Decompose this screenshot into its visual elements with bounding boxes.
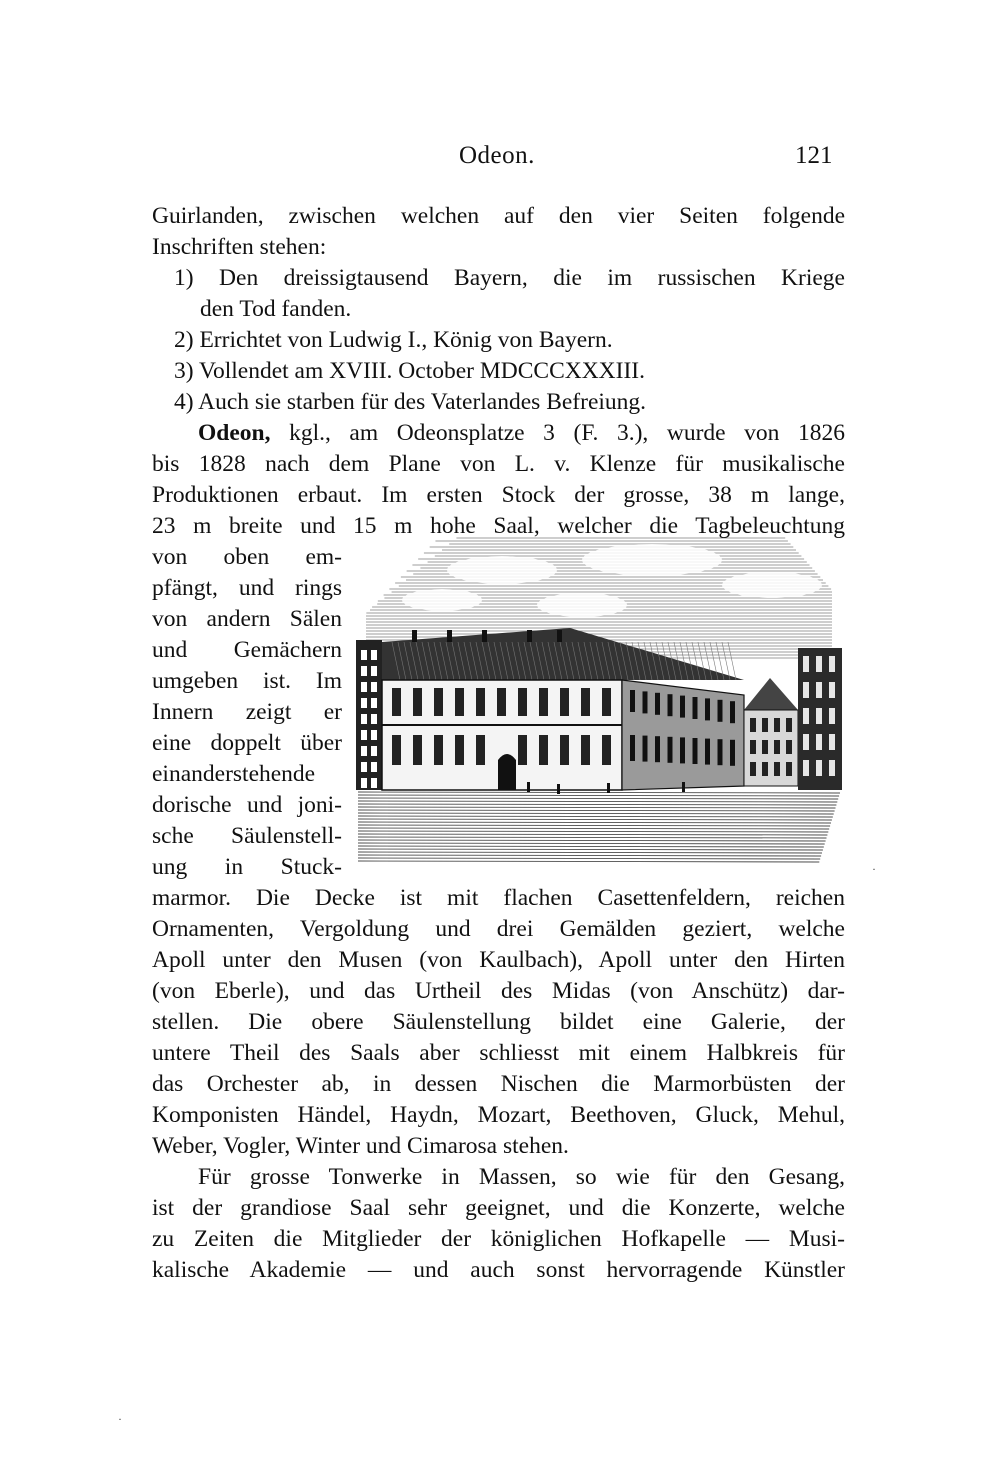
- far-right-window: [816, 682, 822, 698]
- text-line: bis 1828 nach dem Plane von L. v. Klenze für musikalische: [152, 451, 845, 477]
- ground-line: [358, 804, 836, 805]
- window: [361, 666, 367, 676]
- side-lower-window: [668, 737, 673, 763]
- roof-hatch: [728, 642, 736, 680]
- window: [371, 778, 377, 788]
- upper-window: [518, 688, 527, 716]
- side-lower-window: [680, 737, 685, 763]
- inscription-item: 2) Errichtet von Ludwig I., König von Bayern.: [174, 327, 613, 353]
- right-window: [786, 762, 792, 776]
- wrapped-text-line: pfängt, und rings: [152, 575, 342, 601]
- ground-line: [358, 828, 829, 829]
- odeon-engraving: [352, 530, 846, 868]
- chimney: [412, 630, 417, 642]
- far-right-window: [803, 656, 809, 672]
- text-line: Inschriften stehen:: [152, 234, 327, 260]
- side-upper-window: [730, 701, 735, 723]
- far-right-window: [803, 734, 809, 750]
- window: [361, 730, 367, 740]
- pedestrian-figure: [607, 783, 610, 793]
- side-upper-window: [643, 691, 648, 713]
- right-window: [750, 740, 756, 754]
- far-right-window: [816, 734, 822, 750]
- text-span: kgl., am Odeonsplatze 3 (F. 3.), wurde von 1826: [289, 420, 845, 446]
- window: [371, 762, 377, 772]
- side-upper-window: [693, 697, 698, 719]
- text-line: Für grosse Tonwerke in Massen, so wie für den Gesang,: [198, 1164, 845, 1190]
- pedestrian-figure: [682, 782, 685, 792]
- wrapped-text-line: umgeben ist. Im: [152, 668, 342, 694]
- text-line: Apoll unter den Musen (von Kaulbach), Apoll unter den Hirten: [152, 947, 845, 973]
- right-window: [762, 718, 768, 732]
- right-window: [750, 762, 756, 776]
- far-right-window: [803, 708, 809, 724]
- wrapped-text-line: und Gemächern: [152, 637, 342, 663]
- text-line: kalische Akademie — und auch sonst hervorragende Künstler: [152, 1257, 845, 1283]
- cloud: [447, 556, 557, 584]
- wrapped-text-line: eine doppelt über: [152, 730, 342, 756]
- lower-window: [455, 735, 464, 765]
- lower-window: [413, 735, 422, 765]
- far-right-window: [803, 760, 809, 776]
- side-upper-window: [655, 693, 660, 715]
- side-lower-window: [705, 739, 710, 765]
- right-window: [786, 718, 792, 732]
- window: [361, 746, 367, 756]
- ground-line: [358, 837, 827, 838]
- text-line: (von Eberle), und das Urtheil des Midas (von Anschütz) dar-: [152, 978, 845, 1004]
- far-right-window: [816, 656, 822, 672]
- ground-line: [358, 810, 835, 811]
- right-window: [774, 718, 780, 732]
- window: [371, 666, 377, 676]
- text-line: 23 m breite und 15 m hohe Saal, welcher die Tagbeleuchtung: [152, 513, 845, 539]
- side-lower-window: [693, 738, 698, 764]
- window: [361, 714, 367, 724]
- window: [371, 714, 377, 724]
- left-edge-building: [356, 640, 382, 790]
- text-line: Weber, Vogler, Winter und Cimarosa stehen.: [152, 1133, 569, 1159]
- ground-line: [358, 819, 832, 820]
- ground-line: [358, 798, 838, 799]
- lower-window: [560, 735, 569, 765]
- ground-line: [358, 813, 834, 814]
- inscription-list: [152, 263, 845, 418]
- upper-window: [413, 688, 422, 716]
- ground-line: [358, 807, 836, 808]
- side-upper-window: [668, 694, 673, 716]
- far-right-window: [829, 734, 835, 750]
- upper-window: [560, 688, 569, 716]
- main-facade: [382, 680, 622, 790]
- window: [361, 778, 367, 788]
- upper-window: [476, 688, 485, 716]
- window: [371, 730, 377, 740]
- far-right-window: [803, 682, 809, 698]
- upper-window: [392, 688, 401, 716]
- paragraph-first-line: [152, 418, 845, 449]
- ground-line: [358, 843, 825, 844]
- text-line: marmor. Die Decke ist mit flachen Casettenfeldern, reichen: [152, 885, 845, 911]
- window: [361, 698, 367, 708]
- entrance-arch: [498, 754, 516, 790]
- cloud: [402, 589, 482, 611]
- ground-hatching: [358, 792, 840, 862]
- upper-window: [602, 688, 611, 716]
- cloud: [537, 593, 627, 617]
- ground-line: [358, 825, 830, 826]
- far-right-window: [829, 656, 835, 672]
- far-right-window: [829, 682, 835, 698]
- upper-window: [497, 688, 506, 716]
- engraving-illustration: [352, 530, 846, 868]
- cloud: [722, 572, 822, 598]
- text-line: zu Zeiten die Mitglieder der königlichen Hofkapelle — Musi-: [152, 1226, 845, 1252]
- ground-line: [358, 849, 823, 850]
- side-lower-window: [643, 736, 648, 762]
- wrapped-text-line: von oben em-: [152, 544, 342, 570]
- side-upper-window: [718, 700, 723, 722]
- side-upper-window: [680, 696, 685, 718]
- chimney: [447, 630, 452, 642]
- lower-window: [518, 735, 527, 765]
- wrapped-text-line: dorische und joni-: [152, 792, 342, 818]
- ground-line: [358, 831, 828, 832]
- ground-line: [358, 840, 826, 841]
- wrapped-text-line: ung in Stuck-: [152, 854, 342, 880]
- clouds: [402, 544, 822, 617]
- right-window: [786, 740, 792, 754]
- text-line: stellen. Die obere Säulenstellung bildet eine Galerie, der: [152, 1009, 845, 1035]
- ground-line: [358, 834, 827, 835]
- right-window: [762, 740, 768, 754]
- window: [371, 746, 377, 756]
- ground-line: [358, 822, 831, 823]
- right-window: [750, 718, 756, 732]
- wrapped-text-line: Innern zeigt er: [152, 699, 342, 725]
- side-lower-window: [630, 735, 635, 761]
- paragraph-lead-word: Odeon,: [198, 420, 271, 446]
- side-lower-window: [655, 736, 660, 762]
- right-window: [774, 762, 780, 776]
- right-roof: [744, 678, 798, 710]
- wrapped-text-line: sche Säulenstell-: [152, 823, 342, 849]
- lower-window: [539, 735, 548, 765]
- ground-line: [358, 816, 833, 817]
- lower-window: [476, 735, 485, 765]
- pedestrian-figure: [527, 782, 530, 792]
- right-window: [774, 740, 780, 754]
- side-upper-window: [705, 698, 710, 720]
- chimney: [557, 630, 562, 642]
- chimney: [482, 630, 487, 642]
- lower-window: [602, 735, 611, 765]
- window: [361, 650, 367, 660]
- running-title: Odeon.: [459, 142, 535, 169]
- ground-line: [358, 801, 837, 802]
- print-speck: ·: [118, 1412, 122, 1426]
- window: [371, 698, 377, 708]
- window: [371, 650, 377, 660]
- page-number: 121: [795, 142, 833, 169]
- upper-window: [434, 688, 443, 716]
- ground-line: [358, 861, 819, 862]
- text-line: Ornamenten, Vergoldung und drei Gemälden geziert, welche: [152, 916, 845, 942]
- upper-window: [455, 688, 464, 716]
- ground-line: [358, 795, 839, 796]
- text-line: Guirlanden, zwischen welchen auf den vier Seiten folgende: [152, 203, 845, 229]
- cloud: [582, 544, 722, 576]
- lower-window: [434, 735, 443, 765]
- window: [371, 682, 377, 692]
- pedestrian-figure: [557, 784, 560, 794]
- lower-window: [392, 735, 401, 765]
- text-line: das Orchester ab, in dessen Nischen die Marmorbüsten der: [152, 1071, 845, 1097]
- right-building: [744, 678, 798, 786]
- wrapped-text-line: einanderstehende: [152, 761, 316, 787]
- lower-window: [581, 735, 590, 765]
- upper-window: [539, 688, 548, 716]
- window: [361, 762, 367, 772]
- far-right-window: [816, 708, 822, 724]
- ground-line: [358, 846, 824, 847]
- far-right-window: [829, 708, 835, 724]
- ground-line: [358, 852, 822, 853]
- text-line: untere Theil des Saals aber schliesst mit einem Halbkreis für: [152, 1040, 845, 1066]
- far-right-window: [816, 760, 822, 776]
- upper-window: [581, 688, 590, 716]
- right-window: [762, 762, 768, 776]
- window: [361, 682, 367, 692]
- running-head: [0, 142, 1000, 174]
- ground-line: [358, 792, 840, 793]
- far-right-window: [829, 760, 835, 776]
- wrapped-text-line: von andern Sälen: [152, 606, 342, 632]
- side-lower-window: [718, 739, 723, 765]
- inscription-item-continuation: den Tod fanden.: [200, 296, 352, 322]
- ground-line: [358, 855, 821, 856]
- chimney: [527, 630, 532, 642]
- inscription-item: 4) Auch sie starben für des Vaterlandes Befreiung.: [174, 389, 647, 415]
- side-upper-window: [630, 690, 635, 712]
- text-line: Komponisten Händel, Haydn, Mozart, Beethoven, Gluck, Mehul,: [152, 1102, 845, 1128]
- far-right-building: [798, 648, 842, 790]
- print-speck: ·: [872, 862, 876, 876]
- inscription-item: 1) Den dreissigtausend Bayern, die im russischen Kriege: [174, 265, 845, 291]
- inscription-item: 3) Vollendet am XVIII. October MDCCCXXXIII.: [174, 358, 646, 384]
- text-line: ist der grandiose Saal sehr geeignet, und die Konzerte, welche: [152, 1195, 845, 1221]
- ground-line: [358, 858, 820, 859]
- side-facade: [622, 680, 744, 790]
- side-lower-window: [730, 740, 735, 766]
- text-line: Produktionen erbaut. Im ersten Stock der grosse, 38 m lange,: [152, 482, 845, 508]
